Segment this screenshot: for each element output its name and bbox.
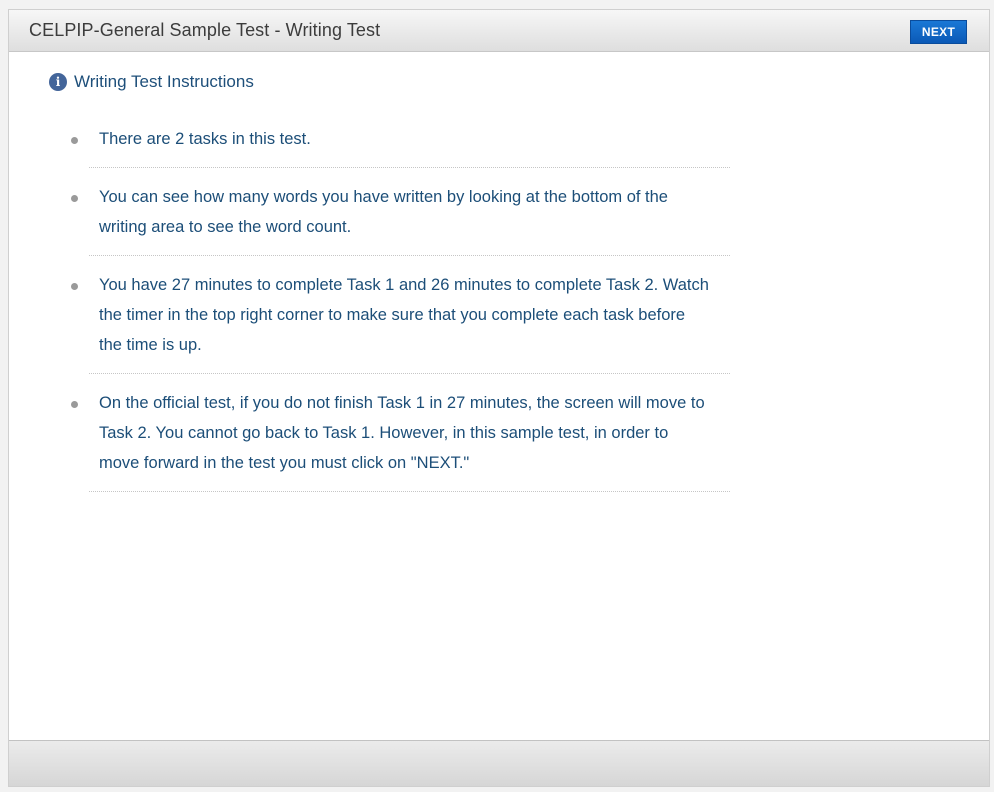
list-item bbox=[89, 256, 730, 374]
list-item bbox=[89, 374, 730, 492]
footer-bar bbox=[9, 740, 989, 786]
page-title: CELPIP-General Sample Test - Writing Test bbox=[29, 20, 381, 40]
list-item bbox=[89, 168, 730, 256]
next-button[interactable]: NEXT bbox=[910, 20, 967, 44]
app-window bbox=[8, 9, 990, 787]
header-bar bbox=[9, 10, 989, 52]
list-item bbox=[89, 110, 730, 168]
info-icon: i bbox=[49, 73, 67, 91]
instructions-list bbox=[89, 110, 730, 492]
instruction-text: You can see how many words you have written by looking at the bottom of the writing area to see the word count. bbox=[99, 188, 668, 236]
bullet-icon bbox=[71, 283, 78, 290]
bullet-icon bbox=[71, 195, 78, 202]
main-content bbox=[9, 52, 989, 740]
bullet-icon bbox=[71, 137, 78, 144]
instruction-text: There are 2 tasks in this test. bbox=[99, 130, 311, 148]
instructions-heading-text: Writing Test Instructions bbox=[74, 72, 254, 91]
instruction-text: You have 27 minutes to complete Task 1 and 26 minutes to complete Task 2. Watch the timer in the top right corner to make sure that you complete each task before the time is up. bbox=[99, 276, 709, 354]
bullet-icon bbox=[71, 401, 78, 408]
instruction-text: On the official test, if you do not finish Task 1 in 27 minutes, the screen will move to Task 2. You cannot go back to Task 1. However, in this sample test, in order to move forward in the test you must click on "NEXT." bbox=[99, 394, 705, 472]
instructions-heading bbox=[49, 72, 254, 92]
